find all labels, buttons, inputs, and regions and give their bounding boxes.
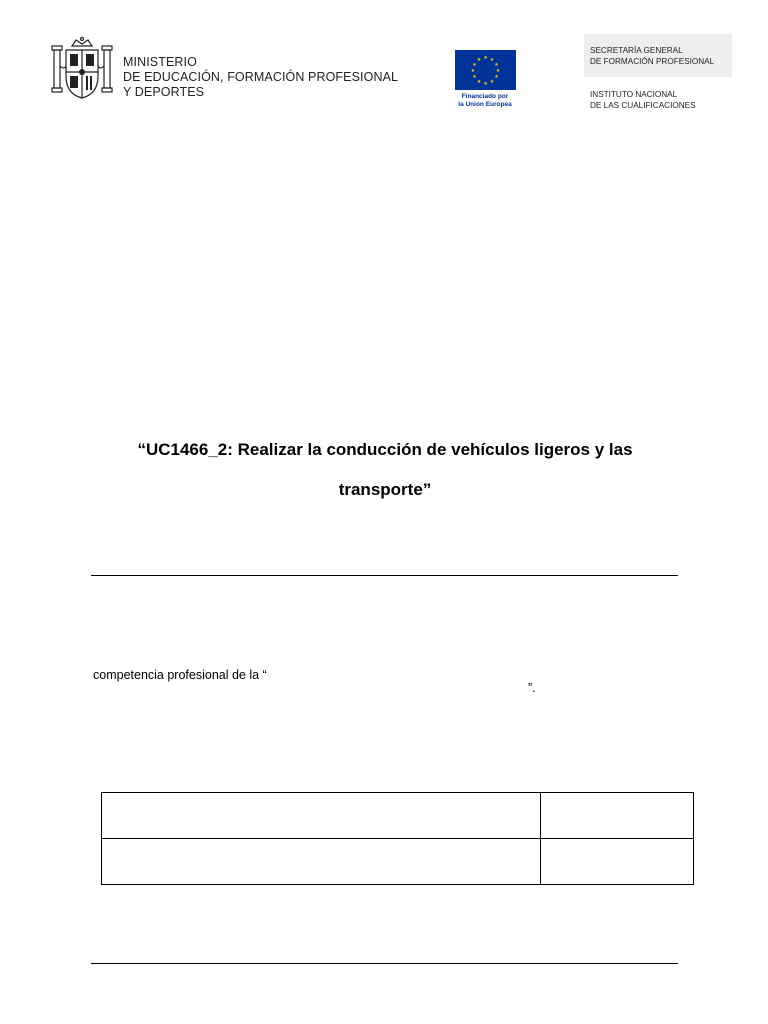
coat-of-arms-icon: [50, 36, 114, 100]
divider-bottom: [91, 963, 678, 964]
table-cell: [102, 839, 541, 885]
table-row: [102, 839, 694, 885]
ministry-name: [123, 55, 398, 100]
eu-caption-line: Financiado por: [461, 93, 509, 100]
title-line-1: “UC1466_2: Realizar la conducción de vehículos ligeros y las: [137, 440, 633, 459]
instituto-line: DE LAS CUALIFICACIONES: [590, 101, 696, 110]
blank-table: [101, 792, 694, 885]
svg-text:★: ★: [476, 79, 482, 85]
instituto-label: [590, 89, 696, 111]
svg-text:★: ★: [483, 55, 488, 61]
title-line-2: transporte”: [338, 480, 432, 499]
svg-text:★: ★: [470, 68, 476, 74]
secretaria-label: [590, 45, 714, 67]
svg-text:★: ★: [483, 81, 488, 87]
competencia-text: competencia profesional de la “: [93, 668, 267, 682]
svg-text:★: ★: [494, 62, 499, 68]
svg-text:★: ★: [495, 68, 501, 74]
svg-text:★: ★: [472, 62, 477, 68]
table-cell: [541, 839, 694, 885]
svg-text:★: ★: [476, 57, 482, 63]
secretaria-line: DE FORMACIÓN PROFESIONAL: [590, 57, 715, 66]
ministry-line: DE EDUCACIÓN, FORMACIÓN PROFESIONAL: [123, 70, 399, 84]
svg-text:★: ★: [489, 79, 495, 85]
secretaria-line: SECRETARÍA GENERAL: [590, 46, 683, 55]
svg-text:★: ★: [472, 74, 477, 80]
svg-text:★: ★: [494, 74, 499, 80]
eu-caption-line: la Unión Europea: [458, 101, 512, 108]
divider-top: [91, 575, 678, 576]
ministry-line: MINISTERIO: [123, 55, 197, 69]
svg-text:★: ★: [489, 57, 495, 63]
table-row: [102, 793, 694, 839]
ministry-line: Y DEPORTES: [123, 85, 205, 99]
eu-funding-caption: [450, 93, 520, 109]
table-cell: [102, 793, 541, 839]
table-cell: [541, 793, 694, 839]
eu-flag-icon: [455, 50, 516, 90]
instituto-line: INSTITUTO NACIONAL: [590, 90, 678, 99]
document-title: [60, 430, 710, 510]
closing-quote: ”.: [528, 681, 536, 695]
